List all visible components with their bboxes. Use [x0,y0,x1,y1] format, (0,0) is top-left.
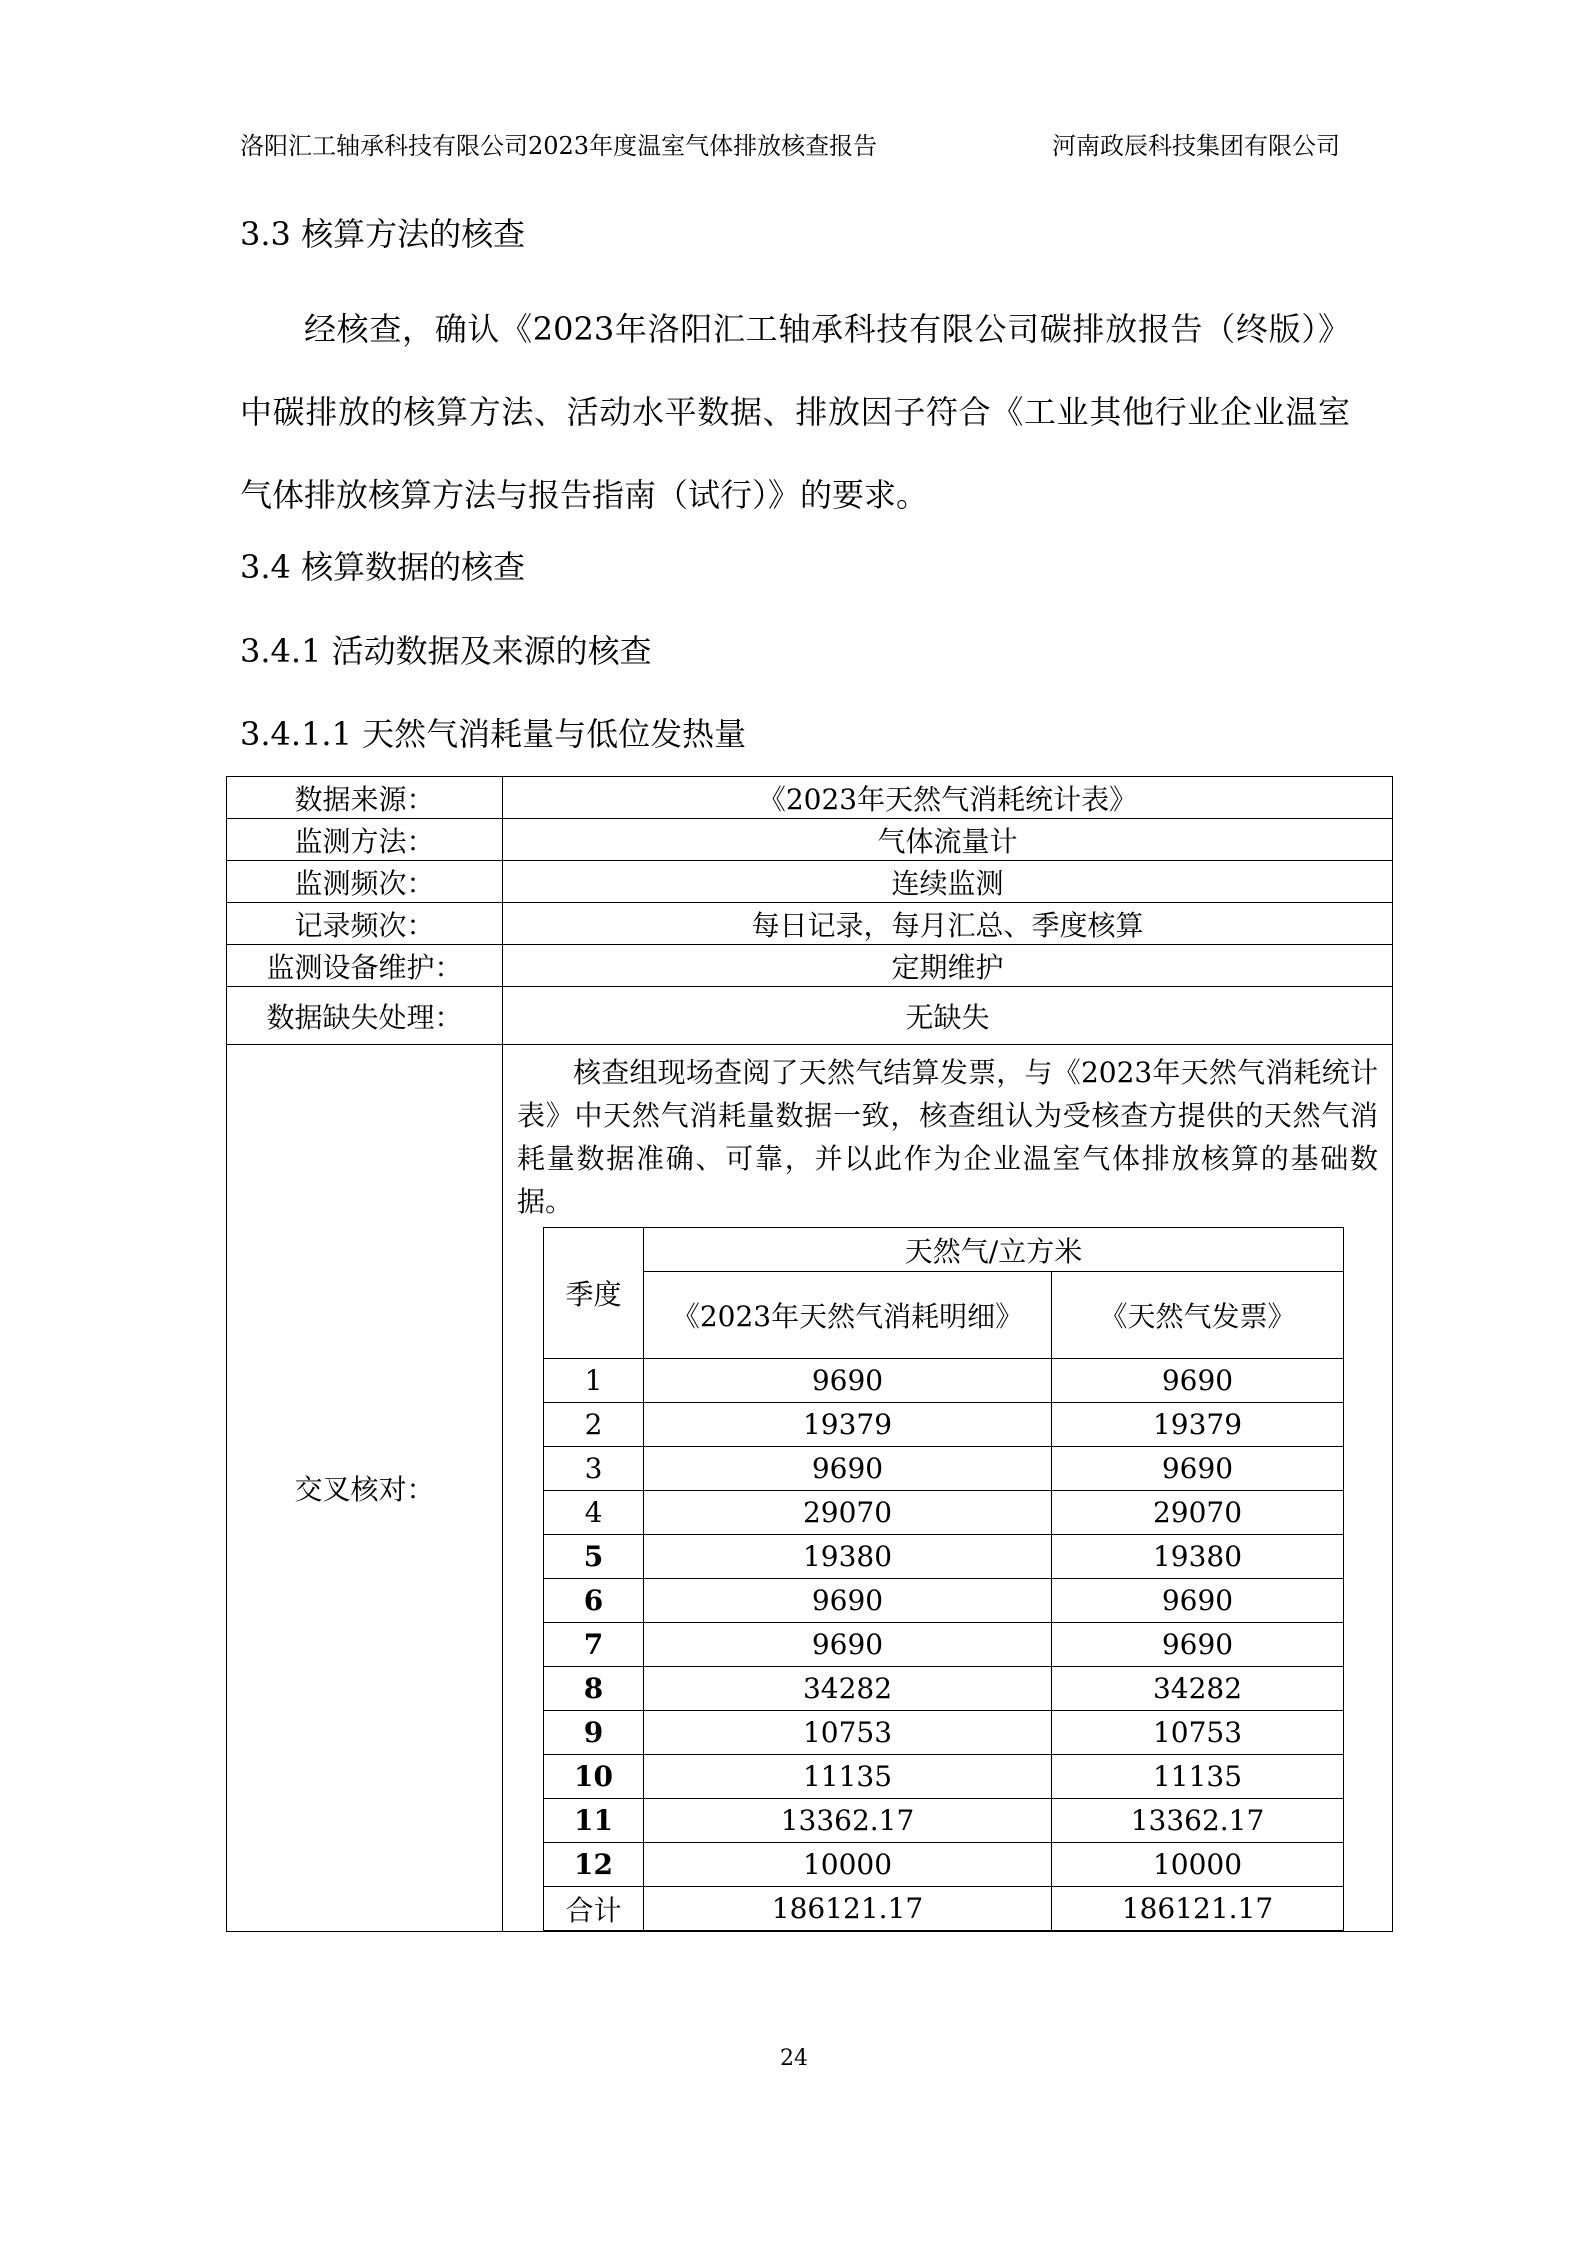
invoice-cell: 9690 [1052,1623,1344,1667]
detail-cell: 9690 [644,1579,1052,1623]
period-cell: 12 [544,1843,644,1887]
table-row [227,903,1393,945]
row-value: 《2023年天然气消耗统计表》 [503,777,1393,819]
table-row [227,777,1393,819]
invoice-cell: 19380 [1052,1535,1344,1579]
total-detail: 186121.17 [644,1887,1052,1931]
cross-check-label: 交叉核对： [227,1045,503,1932]
detail-cell: 10000 [644,1843,1052,1887]
inner-header-row [544,1228,1344,1272]
gas-unit-header: 天然气/立方米 [644,1228,1344,1272]
section-3-4-1-heading: 3.4.1 活动数据及来源的核查 [240,632,652,670]
invoice-cell: 29070 [1052,1491,1344,1535]
period-cell: 9 [544,1711,644,1755]
invoice-header: 《天然气发票》 [1052,1272,1344,1359]
table-row [544,1711,1344,1755]
period-cell: 8 [544,1667,644,1711]
table-row [227,861,1393,903]
period-cell: 5 [544,1535,644,1579]
total-invoice: 186121.17 [1052,1887,1344,1931]
period-cell: 10 [544,1755,644,1799]
invoice-cell: 9690 [1052,1579,1344,1623]
detail-cell: 34282 [644,1667,1052,1711]
period-cell: 2 [544,1403,644,1447]
period-cell: 4 [544,1491,644,1535]
detail-cell: 19380 [644,1535,1052,1579]
invoice-cell: 11135 [1052,1755,1344,1799]
header-company: 河南政辰科技集团有限公司 [1052,132,1340,160]
table-row [544,1623,1344,1667]
invoice-cell: 9690 [1052,1447,1344,1491]
period-cell: 1 [544,1359,644,1403]
invoice-cell: 19379 [1052,1403,1344,1447]
detail-cell: 9690 [644,1359,1052,1403]
table-row [544,1755,1344,1799]
table-row [544,1579,1344,1623]
cross-check-text: 核查组现场查阅了天然气结算发票，与《2023年天然气消耗统计表》中天然气消耗量数据一致，核查组认为受核查方提供的天然气消耗量数据准确、可靠，并以此作为企业温室气体排放核算的基础数据。 [517,1056,1378,1218]
row-label: 记录频次： [227,903,503,945]
quarterly-comparison-table [543,1227,1344,1931]
detail-cell: 11135 [644,1755,1052,1799]
row-label: 数据缺失处理： [227,987,503,1045]
table-row [544,1535,1344,1579]
invoice-cell: 10753 [1052,1711,1344,1755]
table-row [544,1447,1344,1491]
table-row [544,1359,1344,1403]
table-row [227,945,1393,987]
row-label: 监测设备维护： [227,945,503,987]
table-row [544,1403,1344,1447]
table-row [227,987,1393,1045]
detail-cell: 9690 [644,1623,1052,1667]
header-report-title: 洛阳汇工轴承科技有限公司2023年度温室气体排放核查报告 [240,132,878,160]
row-value: 气体流量计 [503,819,1393,861]
section-3-3-paragraph: 经核查，确认《2023年洛阳汇工轴承科技有限公司碳排放报告（终版）》中碳排放的核算方法、活动水平数据、排放因子符合《工业其他行业企业温室气体排放核算方法与报告指南（试行）》的要求。 [240,310,1350,514]
table-row [544,1799,1344,1843]
row-label: 监测频次： [227,861,503,903]
gas-data-table [226,776,1393,1932]
table-row [544,1491,1344,1535]
row-label: 数据来源： [227,777,503,819]
cross-check-row [227,1045,1393,1932]
period-cell: 3 [544,1447,644,1491]
period-cell: 11 [544,1799,644,1843]
table-row [544,1667,1344,1711]
section-3-3-heading: 3.3 核算方法的核查 [240,215,526,253]
row-value: 定期维护 [503,945,1393,987]
period-header: 季度 [544,1228,644,1359]
inner-header-row [544,1272,1344,1359]
page-number: 24 [780,2046,808,2071]
cross-check-content [503,1045,1393,1932]
invoice-cell: 9690 [1052,1359,1344,1403]
row-value: 无缺失 [503,987,1393,1045]
row-value: 连续监测 [503,861,1393,903]
period-cell: 6 [544,1579,644,1623]
detail-cell: 10753 [644,1711,1052,1755]
total-label: 合计 [544,1887,644,1931]
section-3-4-heading: 3.4 核算数据的核查 [240,548,526,586]
invoice-cell: 13362.17 [1052,1799,1344,1843]
period-cell: 7 [544,1623,644,1667]
invoice-cell: 34282 [1052,1667,1344,1711]
detail-cell: 9690 [644,1447,1052,1491]
detail-cell: 29070 [644,1491,1052,1535]
detail-cell: 13362.17 [644,1799,1052,1843]
table-row [544,1843,1344,1887]
row-label: 监测方法： [227,819,503,861]
section-3-4-1-1-heading: 3.4.1.1 天然气消耗量与低位发热量 [240,715,747,753]
invoice-cell: 10000 [1052,1843,1344,1887]
row-value: 每日记录，每月汇总、季度核算 [503,903,1393,945]
table-row [227,819,1393,861]
total-row [544,1887,1344,1931]
detail-cell: 19379 [644,1403,1052,1447]
detail-header: 《2023年天然气消耗明细》 [644,1272,1052,1359]
page-header [240,126,1340,166]
